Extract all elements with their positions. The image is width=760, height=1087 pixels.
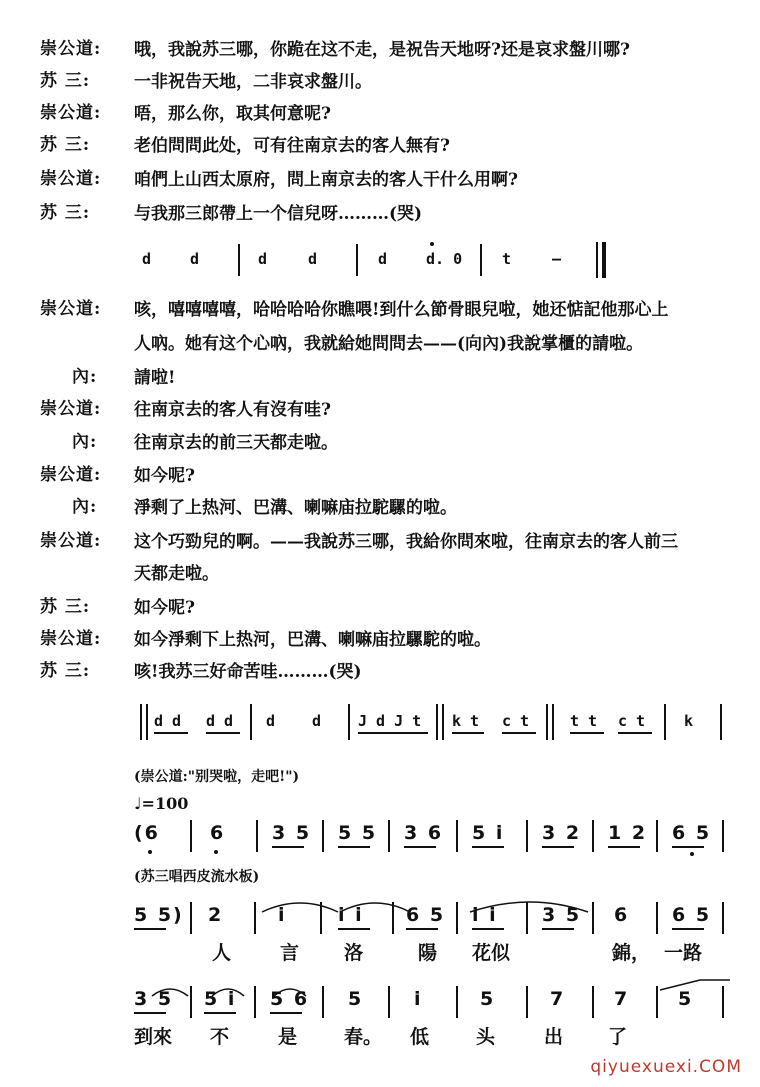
dialogue-text: 往南京去的前三天都走啦。 [134, 433, 338, 453]
score-note: 6 5 [672, 904, 712, 926]
speaker-label: 內: [72, 497, 98, 517]
percussion-note: c t [618, 712, 646, 730]
bar-line [348, 704, 350, 740]
score-note: 5 6 [270, 988, 310, 1010]
percussion-note: d [258, 250, 268, 268]
underline [134, 1012, 166, 1014]
underline [338, 846, 370, 848]
underline [154, 732, 188, 734]
percussion-note: t [502, 250, 512, 268]
bar-line [456, 902, 458, 934]
watermark: qiyuexuexi.COM [590, 1057, 742, 1077]
score-note: 6 5 [406, 904, 446, 926]
underline [206, 732, 240, 734]
dialogue-text: 人吶。她有这个心吶，我就給她問問去——(向內)我說掌櫃的請啦。 [134, 334, 644, 354]
underline [472, 846, 504, 848]
percussion-note: t t [570, 712, 598, 730]
score-note: 5 i [472, 822, 505, 844]
repeat-start-bar [140, 704, 142, 740]
repeat-end-bar [250, 704, 252, 740]
bar-line [592, 902, 594, 934]
percussion-note: k [684, 712, 694, 730]
dialogue-text: 如今淨剩下上热河，巴溝、喇嘛庙拉騾駝的啦。 [134, 630, 491, 650]
bar-line [256, 820, 258, 852]
score-note: 6 [614, 904, 630, 926]
low-octave-dot [148, 850, 152, 854]
speaker-label: 內: [72, 432, 98, 452]
bar-line [480, 244, 482, 276]
score-note: i i [338, 904, 364, 926]
tempo-marking: ♩=100 [134, 794, 189, 813]
bar-line [720, 704, 722, 740]
bar-line [656, 820, 658, 852]
underline [472, 928, 504, 930]
score-note: 5 [678, 988, 694, 1010]
bar-line [526, 820, 528, 852]
dialogue-text: 如今呢? [134, 598, 195, 618]
score-row-3 [0, 978, 760, 1048]
bar-line [388, 986, 390, 1018]
dialogue-text: 往南京去的客人有沒有哇? [134, 400, 331, 420]
score-note: 3 5 [272, 822, 312, 844]
dialogue-text: 淨剩了上热河、巴溝、喇嘛庙拉駝騾的啦。 [134, 498, 457, 518]
score-note: 2 [208, 904, 224, 926]
speaker-label: 崇公道: [40, 169, 102, 189]
dialogue-text: 老伯問問此处，可有往南京去的客人無有? [134, 136, 450, 156]
percussion-row-2 [0, 700, 760, 746]
percussion-note: J d J t [358, 712, 422, 730]
speaker-label: 崇公道: [40, 629, 102, 649]
speaker-label: 苏 三: [40, 71, 91, 91]
bar-line [722, 902, 724, 934]
underline [406, 928, 438, 930]
percussion-note: d [308, 250, 318, 268]
bar-line [722, 986, 724, 1018]
score-note: 6 [210, 822, 226, 844]
underline [542, 846, 574, 848]
percussion-note: k t [452, 712, 480, 730]
dialogue-text: 咳，嘻嘻嘻嘻，哈哈哈哈你瞧喂!到什么節骨眼兒啦，她还惦記他那心上 [134, 300, 669, 320]
underline [338, 928, 370, 930]
lyric: 到來 [134, 1026, 173, 1048]
dialogue-text: 請啦! [134, 368, 176, 388]
bar-line [322, 986, 324, 1018]
dialogue-text: 这个巧勁兒的啊。——我說苏三哪，我給你問來啦，往南京去的客人前三 [134, 532, 678, 552]
score-row-2 [0, 896, 760, 966]
underline [270, 1012, 302, 1014]
underline [452, 732, 484, 734]
repeat-end-bar [552, 704, 554, 740]
percussion-note: d d [154, 712, 182, 730]
percussion-note: d [378, 250, 388, 268]
dialogue-text: 咱們上山西太原府，問上南京去的客人干什么用啊? [134, 170, 518, 190]
lyric: 陽 [418, 942, 438, 964]
lyric: 言 [280, 942, 300, 964]
lyric: 春。 [344, 1026, 383, 1048]
slur-marks [0, 896, 760, 916]
bar-line [322, 820, 324, 852]
score-note: 5 5) [134, 904, 184, 926]
lyric: 洛 [344, 942, 364, 964]
underline [502, 732, 536, 734]
underline [608, 846, 640, 848]
underline [404, 846, 436, 848]
underline [672, 928, 704, 930]
lyric: 一路 [664, 942, 703, 964]
bar-line [254, 902, 256, 934]
lyric: 錦， [612, 942, 651, 964]
bar-line [356, 244, 358, 276]
speaker-label: 苏 三: [40, 135, 91, 155]
speaker-label: 苏 三: [40, 203, 91, 223]
dialogue-text: 如今呢? [134, 466, 195, 486]
score-note: 7 [550, 988, 566, 1010]
lyric: 头 [476, 1026, 496, 1048]
bar-line [456, 820, 458, 852]
final-bar-line [596, 242, 598, 278]
repeat-end-bar [546, 704, 548, 740]
bar-line [320, 902, 322, 934]
score-note: i i [472, 904, 498, 926]
final-bar-line-thick [602, 242, 606, 278]
underline [542, 928, 574, 930]
speaker-label: 崇公道: [40, 103, 102, 123]
bar-line [592, 820, 594, 852]
score-note: 5 5 [338, 822, 378, 844]
score-note: 3 5 [542, 904, 582, 926]
repeat-start-bar [146, 704, 148, 740]
stage-note: (苏三唱西皮流水板) [134, 869, 260, 885]
percussion-note: c t [502, 712, 530, 730]
underline [272, 846, 304, 848]
underline [672, 846, 704, 848]
bar-line [592, 986, 594, 1018]
percussion-note: d [190, 250, 200, 268]
percussion-note: – [552, 250, 562, 268]
repeat-start-bar [442, 704, 444, 740]
dialogue-text: 哦，我說苏三哪，你跪在这不走，是祝告天地呀?还是哀求盤川哪? [134, 40, 630, 60]
speaker-label: 崇公道: [40, 399, 102, 419]
score-note: 5 i [204, 988, 237, 1010]
lyric: 出 [544, 1026, 564, 1048]
dialogue-text: 唔，那么你，取其何意呢? [134, 104, 331, 124]
score-note: 3 6 [404, 822, 444, 844]
speaker-label: 苏 三: [40, 661, 91, 681]
stage-note: (崇公道:"别哭啦，走吧!") [134, 769, 300, 785]
bar-line [190, 820, 192, 852]
bar-line [190, 986, 192, 1018]
slur-marks [0, 978, 760, 998]
percussion-row-1 [0, 240, 760, 280]
bar-line [526, 986, 528, 1018]
score-row-1 [0, 814, 760, 860]
speaker-label: 崇公道: [40, 39, 102, 59]
score-note: i [414, 988, 423, 1010]
bar-line [190, 902, 192, 934]
underline [618, 732, 652, 734]
score-note: 7 [614, 988, 630, 1010]
score-note: (6 [134, 822, 160, 844]
lyric: 是 [278, 1026, 298, 1048]
underline [358, 732, 428, 734]
speaker-label: 崇公道: [40, 299, 102, 319]
bar-line [392, 902, 394, 934]
underline [204, 1012, 236, 1014]
lyric: 低 [410, 1026, 430, 1048]
bar-line [664, 704, 666, 740]
repeat-start-bar [436, 704, 438, 740]
low-octave-dot [214, 850, 218, 854]
low-octave-dot [690, 852, 694, 856]
underline [134, 928, 166, 930]
bar-line [456, 986, 458, 1018]
speaker-label: 崇公道: [40, 531, 102, 551]
score-note: 6 5 [672, 822, 712, 844]
percussion-note: d d [206, 712, 234, 730]
dialogue-text: 一非祝告天地，二非哀求盤川。 [134, 72, 372, 92]
bar-line [238, 244, 240, 276]
score-note: 3 2 [542, 822, 582, 844]
percussion-note: d [266, 712, 276, 730]
dialogue-text: 咳!我苏三好命苦哇………(哭) [134, 662, 362, 682]
lyric: 了 [608, 1026, 628, 1048]
lyric: 不 [210, 1026, 230, 1048]
dialogue-text: 与我那三郎帶上一个信兒呀………(哭) [134, 204, 423, 224]
score-note: 3 5 [134, 988, 174, 1010]
bar-line [526, 902, 528, 934]
lyric: 花似 [472, 942, 511, 964]
speaker-label: 崇公道: [40, 465, 102, 485]
underline [570, 732, 604, 734]
bar-line [388, 820, 390, 852]
percussion-note: d [312, 712, 322, 730]
speaker-label: 內: [72, 367, 98, 387]
score-note: 5 [480, 988, 496, 1010]
score-note: i [278, 904, 287, 926]
dialogue-text: 天都走啦。 [134, 564, 219, 584]
score-note: 5 [348, 988, 364, 1010]
octave-dot [430, 242, 434, 246]
percussion-note: d [142, 250, 152, 268]
bar-line [656, 902, 658, 934]
bar-line [722, 820, 724, 852]
bar-line [254, 986, 256, 1018]
lyric: 人 [212, 942, 232, 964]
bar-line [656, 986, 658, 1018]
speaker-label: 苏 三: [40, 597, 91, 617]
percussion-note: d. 0 [426, 250, 463, 268]
score-note: 1 2 [608, 822, 648, 844]
